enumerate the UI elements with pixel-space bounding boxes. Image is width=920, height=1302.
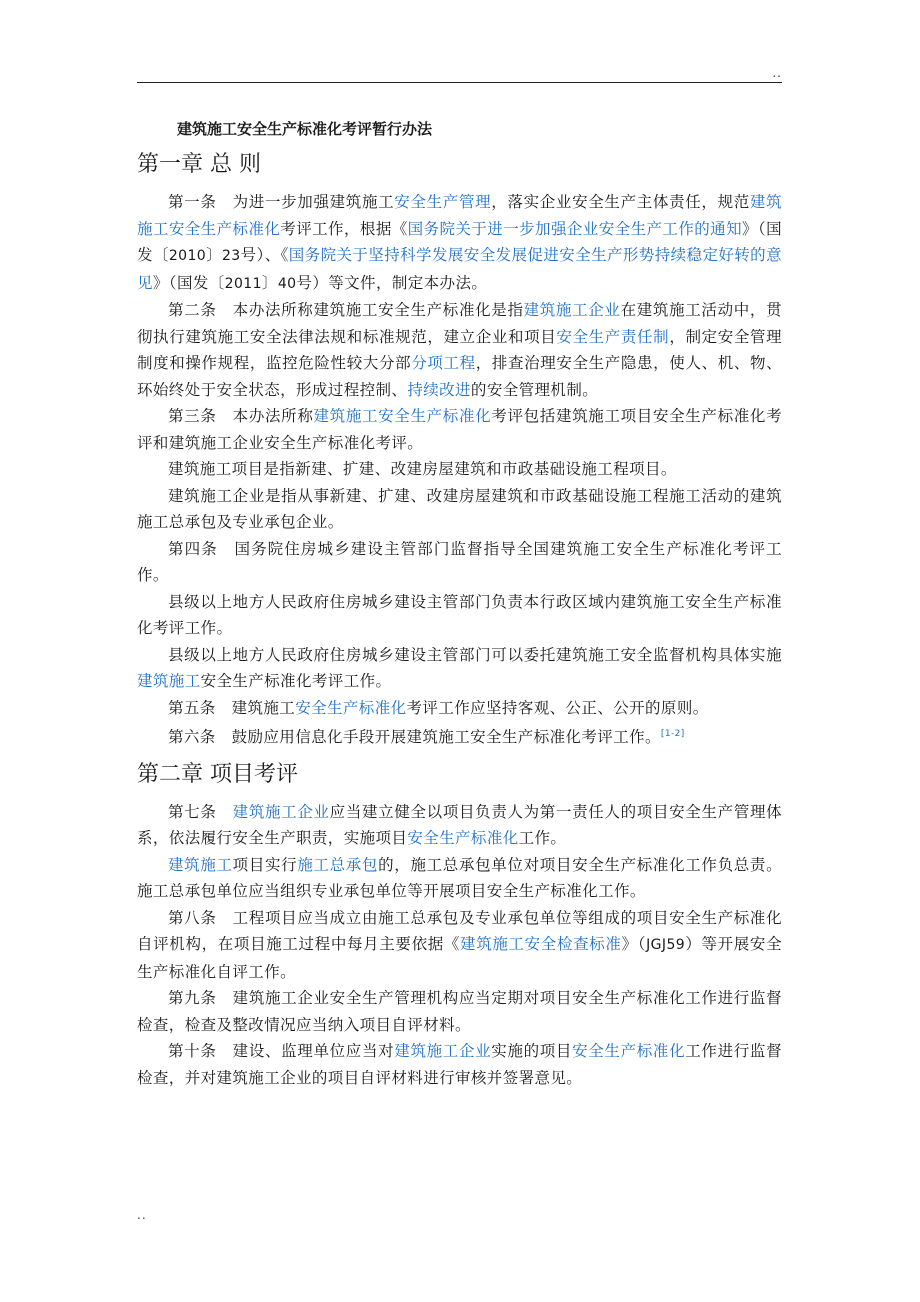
chapter-heading: 第二章 项目考评	[137, 761, 298, 787]
text-run: ，落实企业安全生产主体责任，规范	[491, 193, 750, 211]
inline-link[interactable]: 安全生产标准化	[407, 829, 519, 848]
text-run: 23	[221, 248, 241, 264]
document-body	[137, 113, 782, 1095]
text-run: 第一条 为进一步加强建筑施工	[168, 193, 395, 211]
inline-link[interactable]: 建筑施工安全生产标准化	[313, 407, 492, 425]
text-run: 考评工作，根据《	[280, 219, 408, 238]
text-run: 工作进行监督检查，并对建筑施工企业的项目自评材料进行审核并签署意见。	[137, 1042, 782, 1087]
article-paragraph	[137, 695, 782, 722]
text-run: 第四条 国务院住房城乡建设主管部门监督指导全国建筑施工安全生产标准化考评工作。	[137, 539, 782, 584]
citation-ref[interactable]: [1-2]	[660, 729, 685, 739]
text-run: 在建筑施工活动中，贯彻执行建筑施工安全法律法规和标准规范，建立企业和项目	[137, 301, 782, 346]
text-run: 号）、《	[240, 246, 289, 264]
text-run: 工作。	[518, 829, 567, 848]
text-run: 第七条	[168, 802, 233, 821]
header-rule	[137, 82, 782, 83]
text-run: 实施的项目	[491, 1042, 573, 1061]
text-run: 40	[277, 275, 297, 292]
document-title: 建筑施工安全生产标准化考评暂行办法	[177, 120, 433, 138]
text-run: 建筑施工企业是指从事新建、扩建、改建房屋建筑和市政基础设施工程施工活动的建筑施工总承包及专业承包企业。	[137, 486, 782, 531]
text-run: ）等开展安全生产标准化自评工作。	[137, 935, 782, 981]
text-run: 安全生产标准化考评工作。	[200, 672, 392, 690]
article-paragraph	[137, 985, 782, 1038]
chapters	[137, 147, 782, 1095]
text-run: 建筑施工项目是指新建、扩建、改建房屋建筑和市政基础设施工程项目。	[168, 460, 677, 478]
chapter-gap	[137, 751, 782, 755]
text-run: 第九条 建筑施工企业安全生产管理机构应当定期对项目安全生产标准化工作进行监督检查，检查及整改情况应当纳入项目自评材料。	[137, 989, 782, 1034]
article-paragraph	[137, 589, 782, 642]
chapter-gap	[137, 1091, 782, 1095]
article-paragraph	[137, 852, 782, 905]
inline-link[interactable]: 建筑施工	[168, 855, 233, 874]
text-run: 2010	[168, 248, 207, 264]
text-run: 第六条 鼓励应用信息化手段开展建筑施工安全生产标准化考评工作。	[168, 728, 661, 747]
text-run: 号）等文件，制定本办法。	[296, 273, 488, 292]
article-paragraph	[137, 536, 782, 589]
text-run: 第二条 本办法所称建筑施工安全生产标准化是指	[168, 301, 524, 319]
chapter-heading: 第一章 总 则	[137, 152, 261, 177]
inline-link[interactable]: 安全生产标准化	[295, 698, 407, 717]
text-run: 考评工作应坚持客观、公正、公开的原则。	[406, 698, 709, 717]
text-run: 》（国发〔	[137, 219, 783, 264]
inline-link[interactable]: 安全生产标准化	[572, 1042, 686, 1061]
text-run: 〕	[206, 246, 222, 264]
text-run: 的安全管理机制。	[470, 380, 599, 399]
article-paragraph	[137, 721, 782, 751]
text-run: 第五条 建筑施工	[168, 698, 296, 717]
article-paragraph	[137, 1038, 782, 1091]
text-run: ，排查治理安全生产隐患，使人、机、物、环始终处于安全状态，形成过程控制、	[137, 354, 782, 399]
text-run: 第十条 建设、监理单位应当对	[168, 1042, 395, 1061]
header-mark: ..	[772, 66, 782, 80]
article-paragraph	[137, 189, 782, 297]
inline-link[interactable]: 建筑施工	[137, 672, 201, 690]
article-paragraph	[137, 456, 782, 483]
text-run: 第八条 工程项目应当成立由施工总承包及专业承包单位等组成的项目安全生产标准化自评机构，在项目施工过程中每月主要依据《	[137, 908, 782, 954]
article-paragraph	[137, 642, 782, 695]
text-run: 》（	[621, 935, 647, 954]
text-run: 县级以上地方人民政府住房城乡建设主管部门负责本行政区域内建筑施工安全生产标准化考评工作。	[137, 592, 782, 637]
inline-link[interactable]: 建筑施工安全检查标准	[460, 935, 622, 954]
text-run: JGJ59	[646, 937, 686, 954]
article-paragraph	[137, 905, 782, 986]
footer-mark: ..	[137, 1208, 147, 1222]
text-run: 〕	[261, 273, 278, 292]
inline-link[interactable]: 施工总承包	[297, 855, 379, 874]
article-paragraph	[137, 297, 782, 403]
inline-link[interactable]: 安全生产责任制	[556, 327, 670, 346]
text-run: 的，施工总承包单位对项目安全生产标准化工作负总责。施工总承包单位应当组织专业承包单位等开展项目安全生产标准化工作。	[137, 855, 782, 901]
inline-link[interactable]: 建筑施工企业	[523, 301, 621, 319]
text-run: 第三条 本办法所称	[168, 407, 314, 425]
inline-link[interactable]: 持续改进	[407, 380, 471, 399]
inline-link[interactable]: 建筑施工企业	[394, 1042, 492, 1061]
inline-link[interactable]: 建筑施工安全生产标准化	[137, 193, 782, 238]
article-paragraph	[137, 799, 782, 852]
inline-link[interactable]: 安全生产管理	[394, 193, 492, 211]
inline-link[interactable]: 分项工程	[411, 354, 476, 372]
text-run: 2011	[224, 275, 262, 292]
text-run: 项目实行	[232, 855, 298, 874]
inline-link[interactable]: 国务院关于进一步加强企业安全生产工作的通知	[407, 219, 743, 238]
text-run: 》（国发〔	[152, 273, 225, 292]
text-run: 县级以上地方人民政府住房城乡建设主管部门可以委托建筑施工安全监督机构具体实施	[168, 645, 782, 664]
text-run: ，制定安全管理制度和操作规程，监控危险性较大分部	[137, 327, 782, 372]
inline-link[interactable]: 建筑施工企业	[232, 802, 330, 821]
text-run: 应当建立健全以项目负责人为第一责任人的项目安全生产管理体系，依法履行安全生产职责，实施项目	[137, 802, 783, 848]
text-run: 考评包括建筑施工项目安全生产标准化考评和建筑施工企业安全生产标准化考评。	[137, 407, 782, 452]
article-paragraph	[137, 483, 782, 536]
article-paragraph	[137, 403, 782, 456]
inline-link[interactable]: 国务院关于坚持科学发展安全发展促进安全生产形势持续稳定好转的意见	[137, 246, 782, 292]
